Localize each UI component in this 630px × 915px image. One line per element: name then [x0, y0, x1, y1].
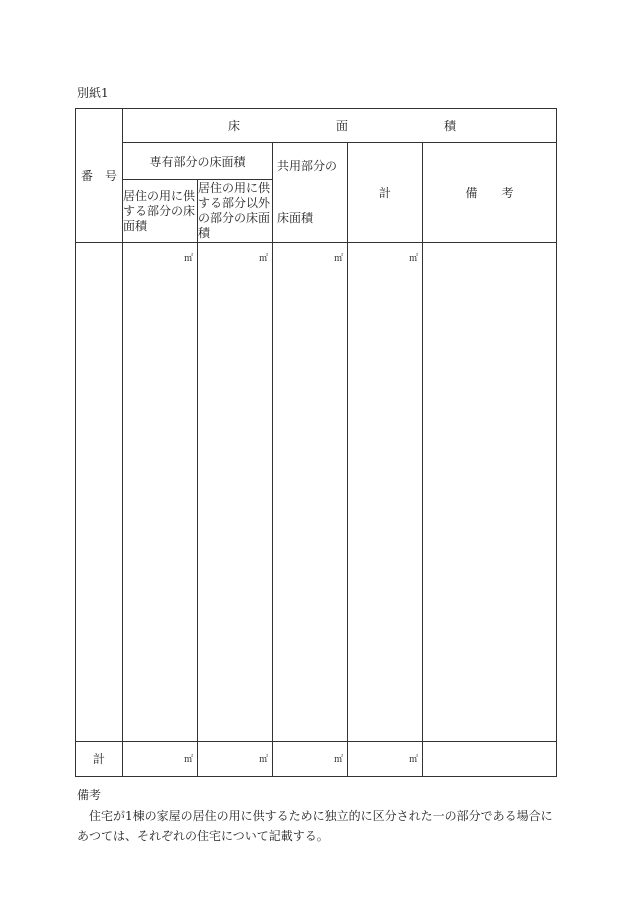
remarks-header-text: 備 考	[465, 186, 514, 201]
floor-area-table	[75, 108, 557, 777]
document-label: 別紙1	[77, 86, 109, 100]
unit-label: ㎡	[258, 254, 268, 265]
total-header	[348, 143, 423, 243]
unit-label: ㎡	[183, 254, 193, 265]
floor-area-header	[123, 109, 557, 143]
number-header	[76, 109, 123, 243]
remarks-cell[interactable]	[423, 243, 557, 742]
unit-label: ㎡	[258, 755, 268, 766]
exclusive-header-text: 専有部分の床面積	[149, 154, 246, 169]
unit-label: ㎡	[408, 254, 418, 265]
total-residential-cell[interactable]	[123, 741, 198, 776]
total-remarks-cell[interactable]	[423, 741, 557, 776]
total-non-residential-cell[interactable]	[198, 741, 273, 776]
number-header-text: 番 号	[80, 169, 117, 184]
total-header-text: 計	[378, 186, 391, 201]
floor-area-char-3: 積	[444, 119, 457, 134]
non-residential-area-cell[interactable]	[198, 243, 273, 742]
common-header-bottom: 床面積	[277, 211, 314, 226]
unit-label: ㎡	[408, 755, 418, 766]
unit-label: ㎡	[183, 755, 193, 766]
unit-label: ㎡	[333, 254, 343, 265]
total-common-cell[interactable]	[273, 741, 348, 776]
total-sum-cell[interactable]	[348, 741, 423, 776]
non-residential-header	[198, 180, 273, 243]
exclusive-header	[123, 143, 273, 180]
unit-label: ㎡	[333, 755, 343, 766]
notes-body: 住宅が1棟の家屋の居住の用に供するために独立的に区分された一の部分である場合にあつては、それぞれの住宅について記載する。	[77, 809, 553, 843]
residential-header	[123, 180, 198, 243]
remarks-header	[423, 143, 557, 243]
non-residential-header-text: 居住の用に供する部分以外の部分の床面積	[198, 181, 271, 241]
notes-title: 備考	[77, 788, 102, 802]
total-row-label	[76, 741, 123, 776]
common-area-cell[interactable]	[273, 243, 348, 742]
residential-header-text: 居住の用に供する部分の床面積	[123, 188, 196, 233]
total-row-label-text: 計	[92, 752, 105, 767]
floor-area-char-2: 面	[336, 119, 349, 134]
common-header-top: 共用部分の	[277, 159, 338, 174]
floor-area-char-1: 床	[228, 119, 241, 134]
number-cell[interactable]	[76, 243, 123, 742]
common-header	[273, 143, 348, 243]
total-area-cell[interactable]	[348, 243, 423, 742]
residential-area-cell[interactable]	[123, 243, 198, 742]
